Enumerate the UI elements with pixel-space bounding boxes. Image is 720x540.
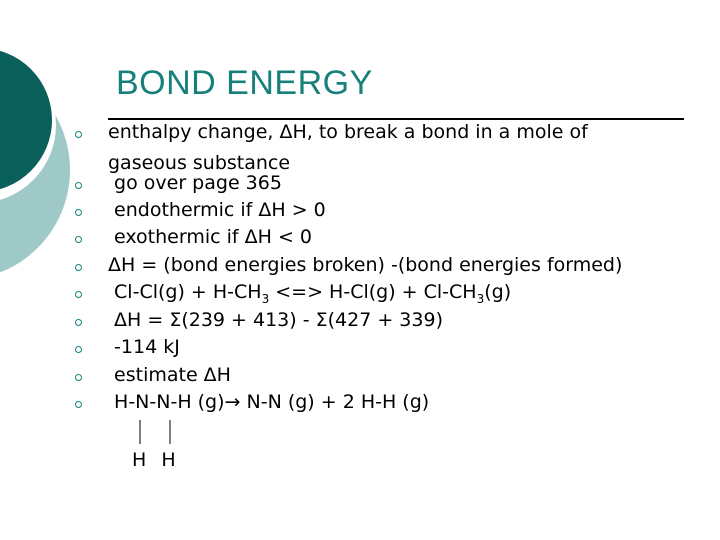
slide-title: BOND ENERGY <box>116 64 373 102</box>
subscript: 3 <box>261 291 270 306</box>
bullet-circle-icon <box>75 374 82 381</box>
text-segment: Cl-Cl(g) + H-CH <box>108 281 262 303</box>
text-segment: N-N (g) + 2 H-H (g) <box>240 391 430 413</box>
bullet-circle-icon <box>75 131 82 138</box>
hydrogen-substituents: H H <box>132 449 177 471</box>
text-segment: ΔH = (bond energies broken) -(bond energies formed) <box>108 254 623 276</box>
bullet-circle-icon <box>75 346 82 353</box>
text-segment: -114 kJ <box>108 336 180 358</box>
bullet-text <box>108 332 698 363</box>
text-segment: exothermic if ΔH < 0 <box>108 226 312 248</box>
bullet-text <box>108 387 698 418</box>
text-segment: <=> H-Cl(g) + Cl-CH <box>269 281 477 303</box>
text-segment: ΔH = Σ(239 + 413) - Σ(427 + 339) <box>108 309 443 331</box>
text-segment: endothermic if ΔH > 0 <box>108 199 326 221</box>
bullet-circle-icon <box>75 264 82 271</box>
text-segment: enthalpy change, ΔH, to break a bond in a mole of gaseous substance <box>108 121 588 174</box>
bullet-circle-icon <box>75 401 82 408</box>
bullet-circle-icon <box>75 182 82 189</box>
bullet-circle-icon <box>75 291 82 298</box>
bullet-circle-icon <box>75 209 82 216</box>
text-segment: H-N-N-H (g) <box>108 391 225 413</box>
arrow-right-icon: → <box>224 391 241 413</box>
bullet-circle-icon <box>75 319 82 326</box>
bullet-text <box>108 277 698 308</box>
text-segment: estimate ΔH <box>108 364 231 386</box>
bullet-text <box>108 222 698 253</box>
text-segment: (g) <box>484 281 512 303</box>
text-segment: go over page 365 <box>108 172 282 194</box>
subscript: 3 <box>476 291 485 306</box>
bullet-circle-icon <box>75 236 82 243</box>
structure-bond-lines <box>130 420 190 450</box>
